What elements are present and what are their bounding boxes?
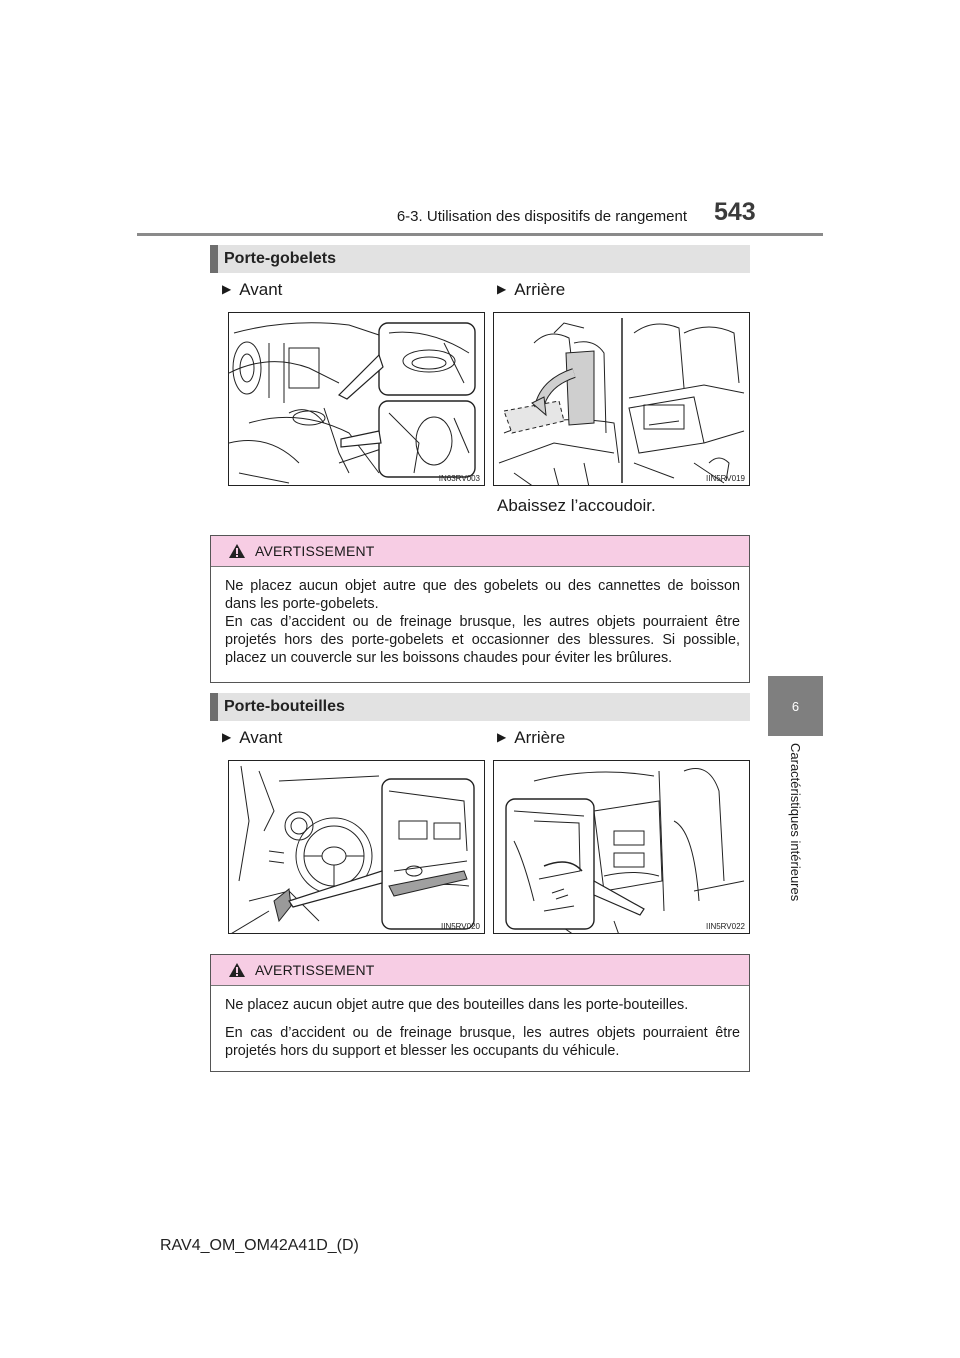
triangle-right-icon: ▶ xyxy=(222,730,232,744)
bottle-holders-heading xyxy=(210,693,750,721)
cup-holders-heading xyxy=(210,245,750,273)
cup-holders-title: Porte-gobelets xyxy=(224,250,337,267)
rear-cup-illustration xyxy=(494,313,750,486)
warning-paragraph: Ne placez aucun objet autre que des gobelets ou des cannettes de boisson dans les porte-gobelets. xyxy=(225,578,740,612)
rear-cup-caption: Abaissez l’accoudoir. xyxy=(497,496,656,515)
header-divider xyxy=(137,233,823,236)
figure-front-bottle-holders xyxy=(228,760,485,934)
warning-paragraph: Ne placez aucun objet autre que des bouteilles dans les porte-bouteilles. xyxy=(225,997,689,1013)
chapter-label: Caractéristiques intérieures xyxy=(788,743,803,902)
section-title: 6-3. Utilisation des dispositifs de rangement xyxy=(396,208,687,225)
chapter-tab: 6 xyxy=(768,676,823,736)
triangle-right-icon: ▶ xyxy=(497,282,507,296)
front-cup-illustration xyxy=(229,313,485,486)
cup-holders-warning xyxy=(210,535,750,683)
warning-paragraph: En cas d’accident ou de freinage brusque, les autres objets pourraient être projetés hors du support et blesser les occupants du véhicule. xyxy=(225,1025,740,1059)
figure-rear-bottle-holders xyxy=(493,760,750,934)
figure-rear-cup-holders xyxy=(493,312,750,486)
document-code: RAV4_OM_OM42A41D_(D) xyxy=(160,1237,359,1254)
bottle-holders-title: Porte-bouteilles xyxy=(224,698,345,715)
warning-paragraph: En cas d’accident ou de freinage brusque, les autres objets pourraient être projetés hors des porte-gobelets et occasionner des blessures. Si possible, placez un couvercle sur les boissons chaudes pour éviter les brûlures. xyxy=(225,614,740,666)
rear-bottle-illustration xyxy=(494,761,750,934)
page-number: 543 xyxy=(714,198,756,226)
warning-title: AVERTISSEMENT xyxy=(255,543,375,559)
bottle-holders-warning xyxy=(210,954,750,1072)
warning-triangle-icon xyxy=(228,962,246,978)
figure-code: IIN5RV022 xyxy=(706,922,745,931)
triangle-right-icon: ▶ xyxy=(497,730,507,744)
heading-stripe xyxy=(210,245,218,273)
cup-front-label: ▶ Avant xyxy=(222,280,283,299)
warning-triangle-icon xyxy=(228,543,246,559)
bottle-rear-label: ▶ Arrière xyxy=(497,728,566,747)
warning-header xyxy=(211,955,749,986)
figure-front-cup-holders xyxy=(228,312,485,486)
warning-title: AVERTISSEMENT xyxy=(255,962,375,978)
cup-rear-label: ▶ Arrière xyxy=(497,280,566,299)
heading-stripe xyxy=(210,693,218,721)
bottle-front-label: ▶ Avant xyxy=(222,728,283,747)
figure-code: IN63RV003 xyxy=(438,474,480,483)
warning-body xyxy=(211,986,749,1060)
figure-code: IIN5RV019 xyxy=(706,474,745,483)
triangle-right-icon: ▶ xyxy=(222,282,232,296)
warning-body xyxy=(211,567,749,667)
front-bottle-illustration xyxy=(229,761,485,934)
figure-code: IIN5RV020 xyxy=(441,922,480,931)
warning-header xyxy=(211,536,749,567)
